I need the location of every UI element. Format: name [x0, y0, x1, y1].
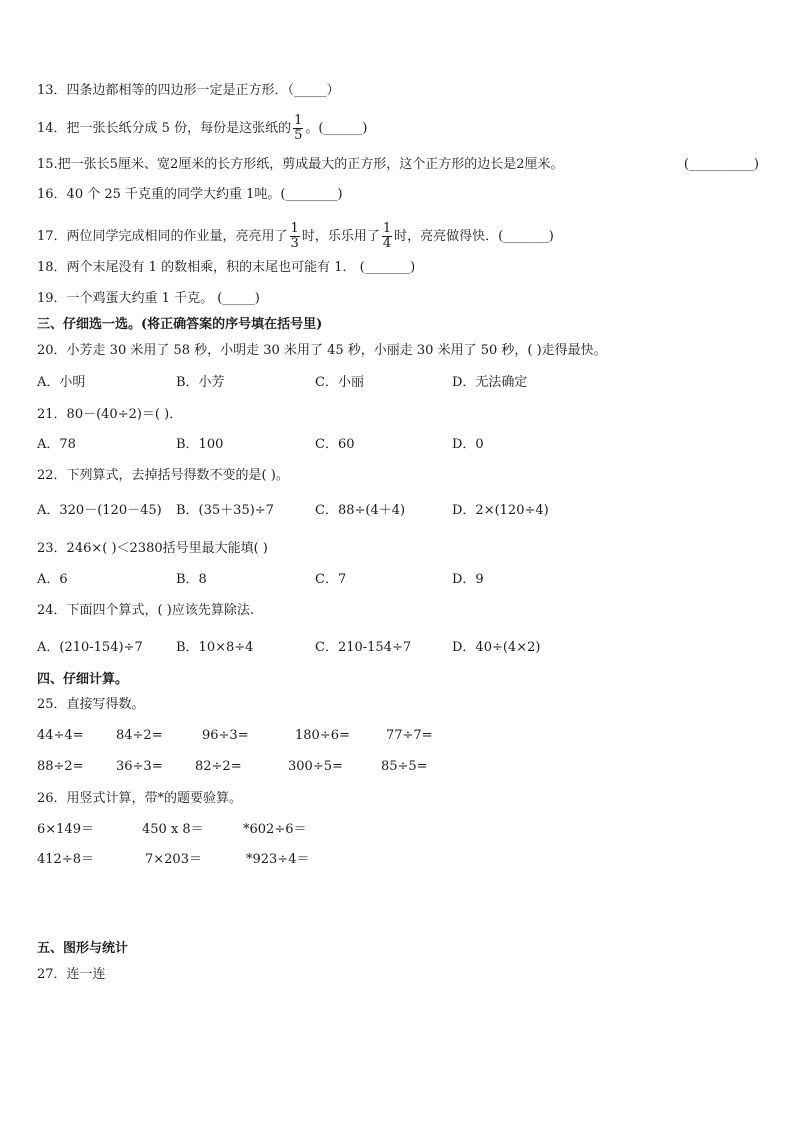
q25-problem[interactable]: 180÷6= — [295, 728, 350, 743]
tf-question-16: 16．40 个 25 千克重的同学大约重 1吨。(________) — [37, 187, 343, 202]
tf-question-17-blank[interactable]: 时，亮亮做得快．(_______) — [394, 229, 554, 244]
mc-20-option-a[interactable]: A．小明 — [37, 375, 86, 390]
mc-23-option-a[interactable]: A．6 — [37, 572, 68, 587]
q25-problem[interactable]: 36÷3= — [116, 759, 163, 774]
tf-question-15-text: 15.把一张长5厘米、宽2厘米的长方形纸，剪成最大的正方形，这个正方形的边长是2厘米。 — [37, 157, 564, 172]
mc-20-option-c[interactable]: C．小丽 — [315, 375, 364, 390]
q25-problem[interactable]: 85÷5= — [381, 759, 428, 774]
mc-23-option-d[interactable]: D．9 — [452, 572, 484, 587]
question-27: 27．连一连 — [37, 967, 106, 982]
mc-24-option-b[interactable]: B．10×8÷4 — [176, 640, 254, 655]
mc-23-option-c[interactable]: C．7 — [315, 572, 347, 587]
mc-20-option-d[interactable]: D．无法确定 — [452, 375, 528, 390]
mc-24-option-a[interactable]: A．(210-154)÷7 — [37, 640, 143, 655]
mc-20-option-b[interactable]: B．小芳 — [176, 375, 225, 390]
mc-21-option-a[interactable]: A．78 — [37, 437, 76, 452]
tf-question-14-blank[interactable]: 。(______) — [305, 121, 368, 136]
fraction-one-fifth: $\frac{1}{5}$ — [294, 113, 303, 143]
section-heading-5: 五、图形与统计 — [37, 941, 129, 956]
q26-problem[interactable]: 6×149＝ — [37, 822, 94, 837]
q26-problem[interactable]: 412÷8＝ — [37, 852, 94, 867]
question-26: 26．用竖式计算，带*的题要验算。 — [37, 791, 243, 806]
mc-22-option-a[interactable]: A．320－(120－45) — [37, 503, 162, 518]
q26-problem[interactable]: 7×203＝ — [145, 852, 202, 867]
mc-22-option-d[interactable]: D．2×(120÷4) — [452, 503, 549, 518]
mc-22-option-c[interactable]: C．88÷(4＋4) — [315, 503, 406, 518]
mc-question-21: 21．80－(40÷2)＝( )． — [37, 407, 183, 422]
q26-problem[interactable]: *602÷6＝ — [243, 822, 307, 837]
fraction-one-third: $\frac{1}{3}$ — [290, 221, 299, 251]
q25-problem[interactable]: 77÷7= — [386, 728, 433, 743]
tf-question-15 — [37, 156, 759, 174]
q25-problem[interactable]: 96÷3= — [202, 728, 249, 743]
mc-21-option-c[interactable]: C．60 — [315, 437, 355, 452]
mc-22-option-b[interactable]: B．(35＋35)÷7 — [176, 503, 274, 518]
mc-21-option-d[interactable]: D．0 — [452, 437, 484, 452]
tf-question-17-text: 17．两位同学完成相同的作业量，亮亮用了 — [37, 229, 288, 244]
q25-problem[interactable]: 84÷2= — [116, 728, 163, 743]
q25-problem[interactable]: 82÷2= — [195, 759, 242, 774]
tf-question-14 — [37, 114, 368, 143]
section-heading-3: 三、仔细选一选。(将正确答案的序号填在括号里) — [37, 317, 323, 332]
mc-question-23: 23．246×( )＜2380括号里最大能填( ) — [37, 541, 268, 556]
mc-question-24: 24．下面四个算式，( )应该先算除法. — [37, 603, 254, 618]
q26-problem[interactable]: *923÷4＝ — [246, 852, 310, 867]
tf-question-19: 19．一个鸡蛋大约重 1 千克。 (_____) — [37, 291, 260, 306]
mc-21-option-b[interactable]: B．100 — [176, 437, 224, 452]
tf-question-18: 18．两个末尾没有 1 的数相乘，积的末尾也可能有 1． (_______) — [37, 260, 416, 275]
mc-question-20: 20．小芳走 30 米用了 58 秒，小明走 30 米用了 45 秒，小丽走 30 米用了 50 秒，( )走得最快。 — [37, 343, 607, 358]
q25-problem[interactable]: 300÷5= — [288, 759, 343, 774]
mc-23-option-b[interactable]: B．8 — [176, 572, 207, 587]
fraction-one-fourth: $\frac{1}{4}$ — [382, 221, 392, 251]
q26-problem[interactable]: 450 x 8＝ — [142, 822, 204, 837]
mc-24-option-d[interactable]: D．40÷(4×2) — [452, 640, 541, 655]
q25-problem[interactable]: 88÷2= — [37, 759, 84, 774]
section-heading-4: 四、仔细计算。 — [37, 672, 129, 687]
tf-question-17 — [37, 222, 554, 251]
tf-question-14-text: 14．把一张长纸分成 5 份，每份是这张纸的 — [37, 121, 292, 136]
tf-question-15-blank[interactable]: (__________) — [683, 157, 759, 172]
tf-question-13: 13．四条边都相等的四边形一定是正方形．（_____） — [37, 83, 340, 98]
mc-24-option-c[interactable]: C．210-154÷7 — [315, 640, 412, 655]
q25-problem[interactable]: 44÷4= — [37, 728, 84, 743]
tf-question-17-mid: 时，乐乐用了 — [301, 229, 380, 244]
question-25: 25．直接写得数。 — [37, 697, 145, 712]
mc-question-22: 22．下列算式，去掉括号得数不变的是( )。 — [37, 468, 289, 483]
